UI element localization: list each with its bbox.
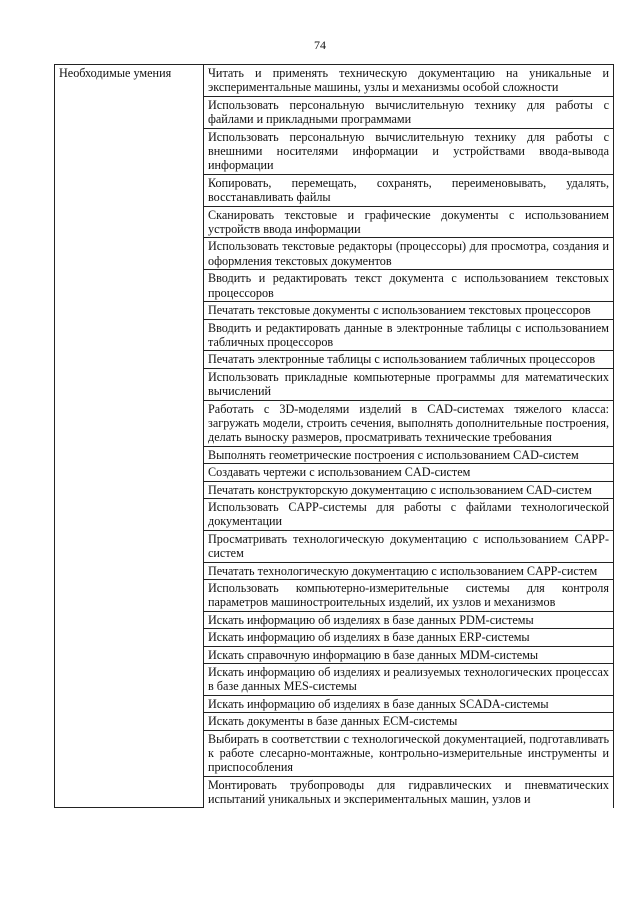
skills-table bbox=[54, 64, 614, 808]
section-label: Необходимые умения bbox=[55, 65, 204, 808]
skill-item: Копировать, перемещать, сохранять, переименовывать, удалять, восстанавливать файлы bbox=[204, 174, 614, 206]
skill-item: Печатать конструкторскую документацию с использованием CAD-систем bbox=[204, 481, 614, 498]
skill-item: Просматривать технологическую документацию с использованием CAPP-систем bbox=[204, 530, 614, 562]
skill-item: Искать информацию об изделиях в базе данных SCADA-системы bbox=[204, 695, 614, 712]
skill-item: Сканировать текстовые и графические документы с использованием устройств ввода информации bbox=[204, 206, 614, 238]
skill-item: Создавать чертежи с использованием CAD-систем bbox=[204, 464, 614, 481]
skill-item: Выполнять геометрические построения с использованием CAD-систем bbox=[204, 446, 614, 463]
table-row bbox=[55, 65, 614, 97]
skill-item: Использовать персональную вычислительную технику для работы с файлами и прикладными программами bbox=[204, 96, 614, 128]
skill-item: Печатать электронные таблицы с использованием табличных процессоров bbox=[204, 351, 614, 368]
skill-item: Печатать текстовые документы с использованием текстовых процессоров bbox=[204, 302, 614, 319]
skill-item: Читать и применять техническую документацию на уникальные и экспериментальные машины, узлы и механизмы особой сложности bbox=[204, 65, 614, 97]
skill-item: Искать информацию об изделиях в базе данных ERP-системы bbox=[204, 629, 614, 646]
skill-item: Печатать технологическую документацию с использованием CAPP-систем bbox=[204, 562, 614, 579]
skill-item: Использовать прикладные компьютерные программы для математических вычислений bbox=[204, 368, 614, 400]
skill-item: Искать информацию об изделиях в базе данных PDM-системы bbox=[204, 611, 614, 628]
skill-item: Использовать персональную вычислительную технику для работы с внешними носителями информации и устройствами ввода-вывода информации bbox=[204, 128, 614, 174]
skill-item: Работать с 3D-моделями изделий в CAD-системах тяжелого класса: загружать модели, строить сечения, выполнять дополнительные построения, делать выноску размеров, просматривать технические требования bbox=[204, 400, 614, 446]
skill-item: Использовать CAPP-системы для работы с файлами технологической документации bbox=[204, 498, 614, 530]
skill-item: Искать документы в базе данных ECM-системы bbox=[204, 713, 614, 730]
skill-item: Монтировать трубопроводы для гидравлических и пневматических испытаний уникальных и экспериментальных машин, узлов и bbox=[204, 776, 614, 807]
skill-item: Вводить и редактировать текст документа с использованием текстовых процессоров bbox=[204, 270, 614, 302]
skill-item: Выбирать в соответствии с технологической документацией, подготавливать к работе слесарно-монтажные, контрольно-измерительные инструменты и приспособления bbox=[204, 730, 614, 776]
page-number: 74 bbox=[314, 38, 326, 52]
skill-item: Искать информацию об изделиях и реализуемых технологических процессах в базе данных MES-системы bbox=[204, 664, 614, 696]
skill-item: Использовать компьютерно-измерительные системы для контроля параметров машиностроительных изделий, их узлов и механизмов bbox=[204, 580, 614, 612]
skill-item: Искать справочную информацию в базе данных MDM-системы bbox=[204, 646, 614, 663]
skill-item: Использовать текстовые редакторы (процессоры) для просмотра, создания и оформления текстовых документов bbox=[204, 238, 614, 270]
skill-item: Вводить и редактировать данные в электронные таблицы с использованием табличных процессоров bbox=[204, 319, 614, 351]
